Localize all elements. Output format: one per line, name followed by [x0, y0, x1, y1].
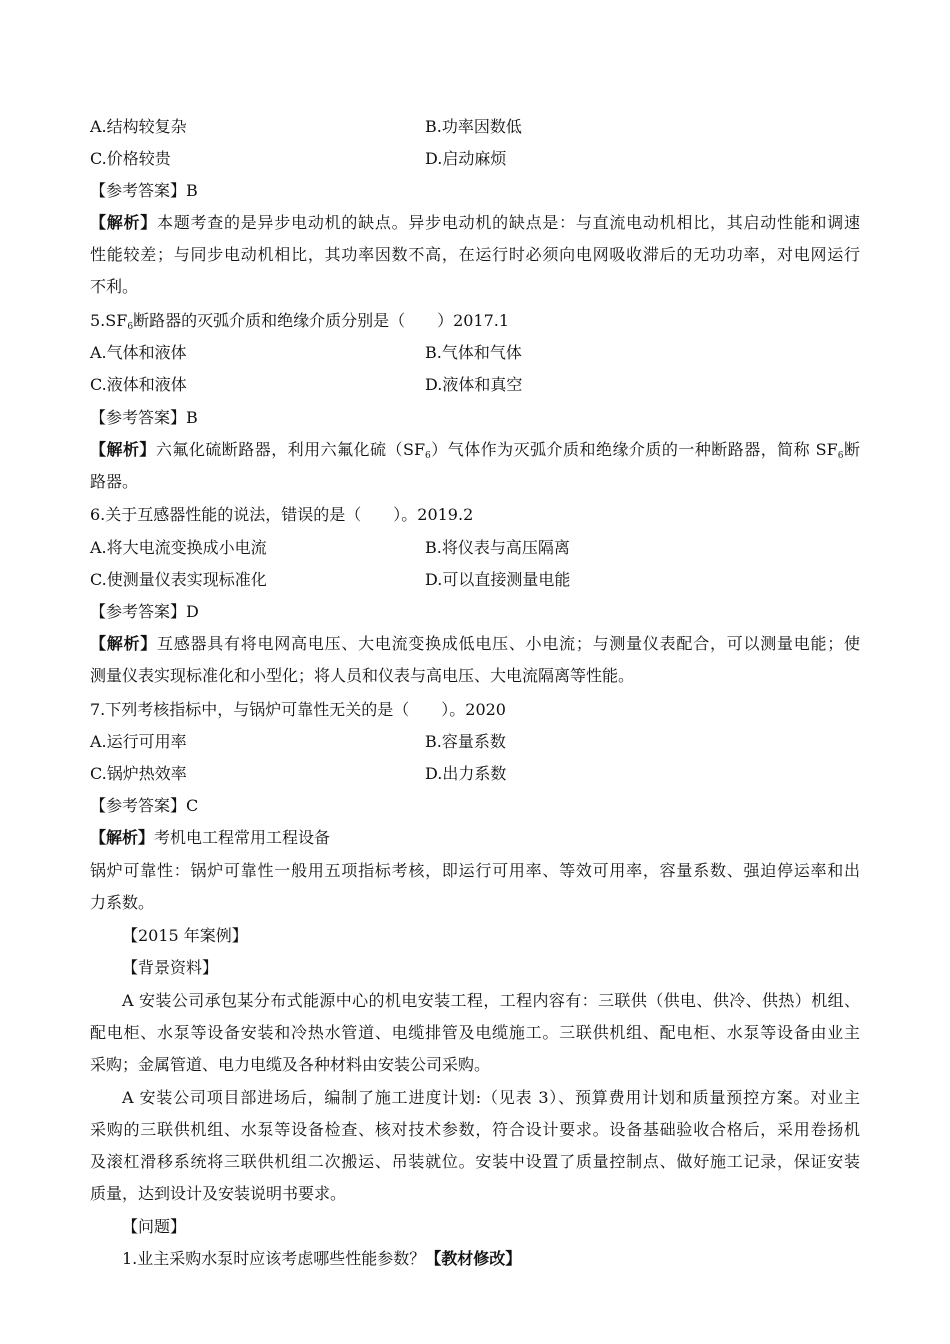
q7-answer	[90, 796, 860, 816]
q6-option-b: B.将仪表与高压隔离	[425, 538, 570, 557]
analysis-text: 本题考查的是异步电动机的缺点。异步电动机的缺点是：与直流电动机相比，其启动性能和调速	[157, 213, 860, 232]
q4-option-c: C.价格较贵	[90, 149, 171, 168]
answer-value: B	[186, 408, 198, 427]
q5-stem-subscript: 6	[127, 322, 134, 332]
answer-value: B	[186, 181, 198, 200]
q5-analysis-line-2: 路器。	[90, 472, 139, 491]
analysis-text-pre: 六氟化硫断路器，利用六氟化硫（SF	[155, 440, 426, 459]
q7-extra-line-2: 力系数。	[90, 893, 155, 912]
analysis-label: 【解析】	[90, 213, 158, 232]
case-question-1	[122, 1249, 860, 1269]
q7-option-a: A.运行可用率	[90, 732, 187, 751]
question-text: 1.业主采购水泵时应该考虑哪些性能参数？	[122, 1249, 426, 1268]
analysis-subscript-2: 6	[837, 451, 844, 461]
analysis-text: 考机电工程常用工程设备	[154, 828, 331, 847]
analysis-subscript: 6	[425, 451, 431, 461]
case-background-title: 【背景资料】	[122, 958, 219, 977]
answer-label: 【参考答案】	[90, 602, 187, 621]
q4-option-d: D.启动麻烦	[425, 149, 507, 168]
q5-stem-pre: 5.SF	[90, 311, 128, 330]
answer-label: 【参考答案】	[90, 181, 187, 200]
case-para1-line-2: 配电柜、水泵等设备安装和冷热水管道、电缆排管及电缆施工。三联供机组、配电柜、水泵等设备由业主	[90, 1023, 860, 1042]
answer-value: C	[186, 796, 199, 815]
q4-analysis-line-2: 性能较差；与同步电动机相比，其功率因数不高，在运行时必须向电网吸收滞后的无功功率，对电网运行	[90, 245, 860, 264]
answer-label: 【参考答案】	[90, 408, 187, 427]
q5-stem	[90, 311, 860, 337]
case-para2-line-4: 质量，达到设计及安装说明书要求。	[90, 1184, 347, 1203]
answer-value: D	[186, 602, 199, 621]
analysis-label: 【解析】	[90, 634, 158, 653]
q4-analysis-line-1	[90, 213, 860, 233]
q6-analysis-line-2: 测量仪表实现标准化和小型化；将人员和仪表与高电压、大电流隔离等性能。	[90, 666, 635, 685]
q7-option-b: B.容量系数	[425, 732, 506, 751]
case-para1-line-1: A 安装公司承包某分布式能源中心的机电安装工程，工程内容有：三联供（供电、供冷、供热）机组、	[122, 991, 860, 1010]
q5-option-d: D.液体和真空	[425, 375, 523, 394]
answer-label: 【参考答案】	[90, 796, 187, 815]
q7-option-d: D.出力系数	[425, 764, 507, 783]
q6-stem: 6.关于互感器性能的说法，错误的是（ ）。2019.2	[90, 505, 474, 524]
q4-answer	[90, 181, 860, 201]
q5-analysis-line-1	[90, 440, 860, 466]
q4-analysis-line-3: 不利。	[90, 277, 139, 296]
analysis-label: 【解析】	[90, 440, 156, 459]
q4-option-b: B.功率因数低	[425, 117, 522, 136]
case-para2-line-1: A 安装公司项目部进场后，编制了施工进度计划:（见表 3）、预算费用计划和质量预控方案。对业主	[122, 1088, 860, 1107]
analysis-text: 互感器具有将电网高电压、大电流变换成低电压、小电流；与测量仪表配合，可以测量电能；使	[157, 634, 860, 653]
q4-option-a: A.结构较复杂	[90, 117, 187, 136]
case-para2-line-3: 及滚杠滑移系统将三联供机组二次搬运、吊装就位。安装中设置了质量控制点、做好施工记录，保证安装	[90, 1152, 860, 1171]
q6-analysis-line-1	[90, 634, 860, 654]
q6-option-a: A.将大电流变换成小电流	[90, 538, 267, 557]
analysis-text-post: 断	[843, 440, 860, 459]
case-para1-line-3: 采购；金属管道、电力电缆及各种材料由安装公司采购。	[90, 1055, 491, 1074]
analysis-text-mid: ）气体作为灭弧介质和绝缘介质的一种断路器，简称 SF	[430, 440, 838, 459]
analysis-label: 【解析】	[90, 828, 155, 847]
q5-answer	[90, 408, 860, 428]
case-title: 【2015 年案例】	[122, 926, 248, 945]
q5-option-c: C.液体和液体	[90, 375, 187, 394]
q6-option-c: C.使测量仪表实现标准化	[90, 570, 267, 589]
q7-extra-line-1: 锅炉可靠性：锅炉可靠性一般用五项指标考核，即运行可用率、等效可用率，容量系数、强迫停运率和出	[90, 861, 860, 880]
q6-answer	[90, 602, 860, 622]
q5-option-a: A.气体和液体	[90, 343, 187, 362]
q7-analysis	[90, 828, 860, 848]
q5-stem-post: 断路器的灭弧介质和绝缘介质分别是（ ）2017.1	[133, 311, 510, 330]
q5-option-b: B.气体和气体	[425, 343, 522, 362]
q7-option-c: C.锅炉热效率	[90, 764, 187, 783]
question-tag: 【教材修改】	[425, 1249, 522, 1268]
case-para2-line-2: 采购的三联供机组、水泵等设备检查、核对技术参数，符合设计要求。设备基础验收合格后，采用卷扬机	[90, 1120, 860, 1139]
q7-stem: 7.下列考核指标中，与锅炉可靠性无关的是（ ）。2020	[90, 700, 506, 719]
case-questions-title: 【问题】	[122, 1217, 187, 1236]
q6-option-d: D.可以直接测量电能	[425, 570, 571, 589]
